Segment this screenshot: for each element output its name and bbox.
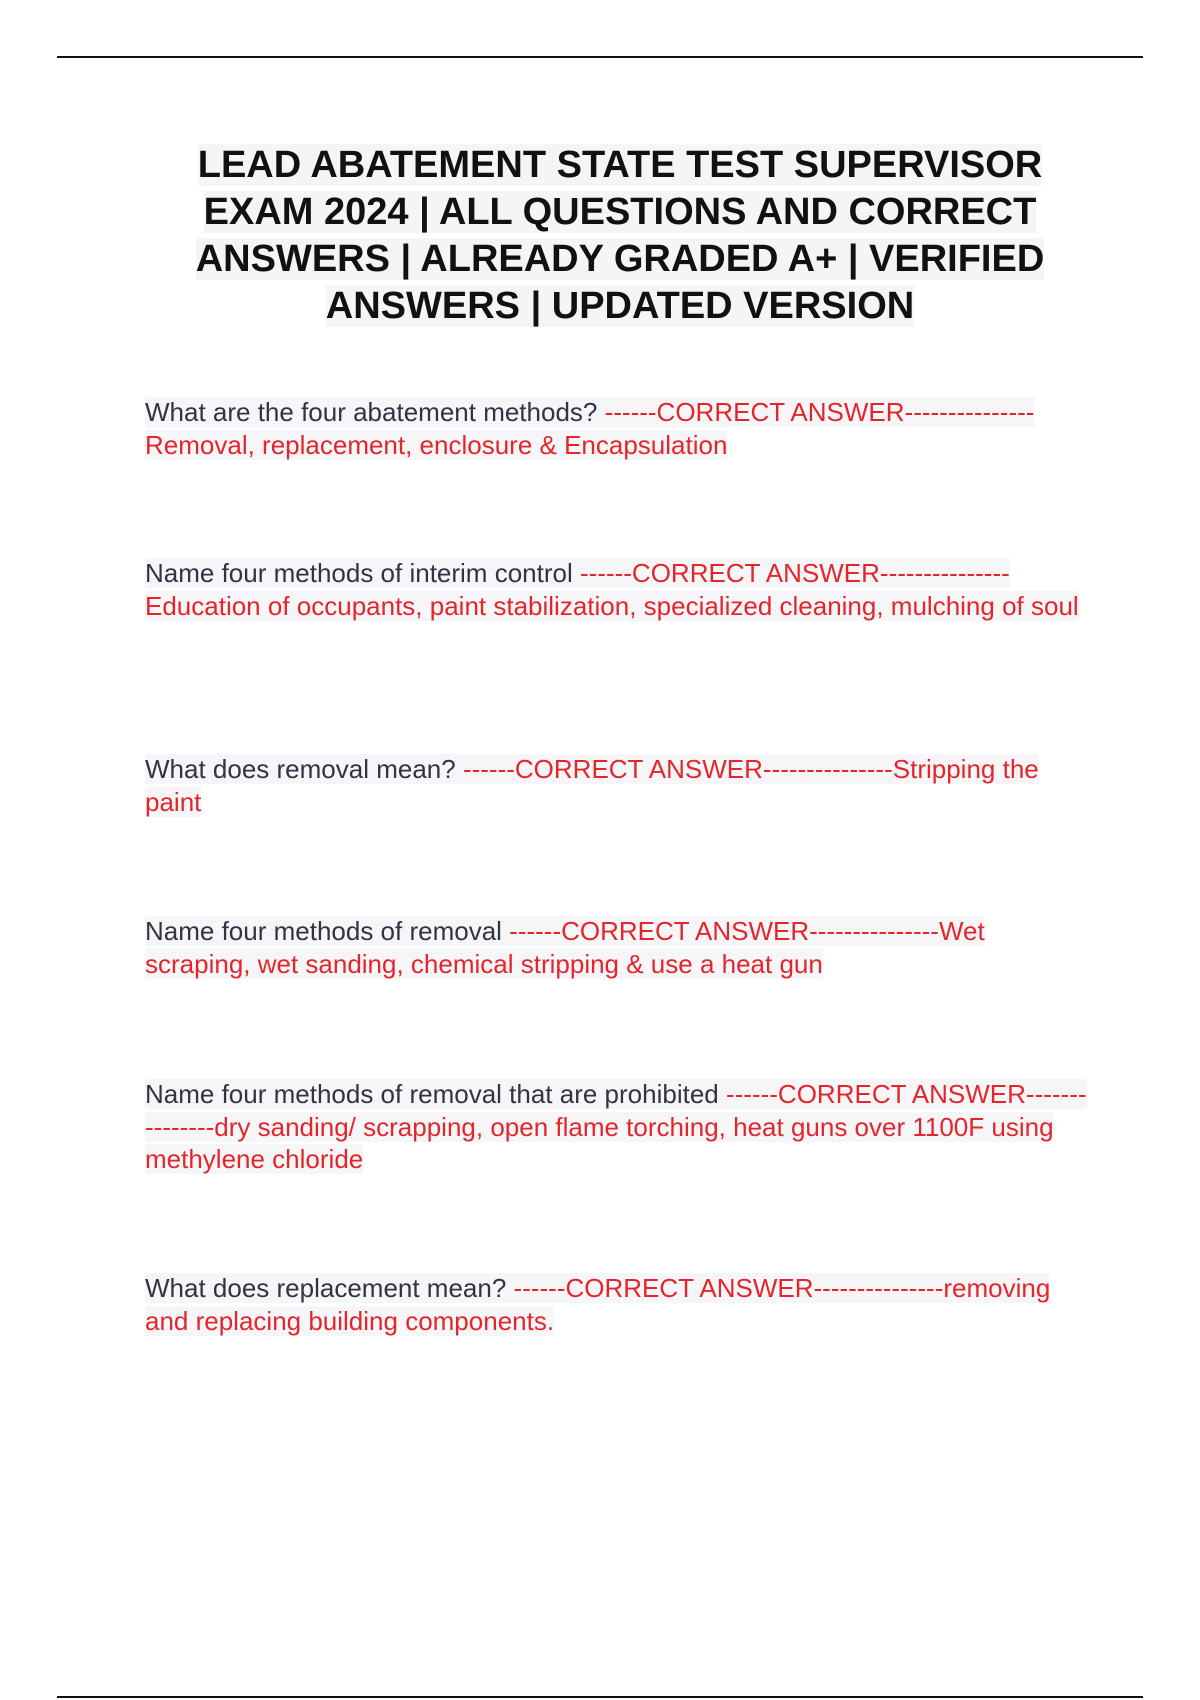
qa-item	[145, 915, 1090, 980]
bottom-rule	[57, 1696, 1143, 1698]
qa-item	[145, 396, 1090, 461]
answer-text: ------CORRECT ANSWER---------------dry sanding/ scrapping, open flame torching, heat guns over 1100F using methylene chloride	[145, 1079, 1087, 1174]
document-title	[140, 142, 1100, 330]
question-text: Name four methods of removal that are prohibited	[145, 1079, 726, 1109]
answer-text: ------CORRECT ANSWER---------------Removal, replacement, enclosure & Encapsulation	[145, 397, 1035, 460]
answer-text: ------CORRECT ANSWER---------------Wet scraping, wet sanding, chemical stripping & use a heat gun	[145, 916, 985, 979]
question-text: Name four methods of removal	[145, 916, 510, 946]
question-text: What are the four abatement methods?	[145, 397, 605, 427]
document-title-text: LEAD ABATEMENT STATE TEST SUPERVISOR EXAM 2024 | ALL QUESTIONS AND CORRECT ANSWERS | ALREADY GRADED A+ | VERIFIED ANSWERS | UPDATED VERSION	[195, 144, 1045, 327]
qa-item	[145, 557, 1090, 622]
qa-item	[145, 1078, 1090, 1176]
top-rule	[57, 56, 1143, 58]
answer-text: ------CORRECT ANSWER---------------Stripping the paint	[145, 754, 1039, 817]
question-text: What does removal mean?	[145, 754, 463, 784]
answer-text: ------CORRECT ANSWER---------------Education of occupants, paint stabilization, specialized cleaning, mulching of soul	[145, 558, 1079, 621]
question-text: What does replacement mean?	[145, 1273, 514, 1303]
question-text: Name four methods of interim control	[145, 558, 580, 588]
answer-text: ------CORRECT ANSWER---------------removing and replacing building components.	[145, 1273, 1051, 1336]
qa-item	[145, 1272, 1090, 1337]
qa-item	[145, 753, 1090, 818]
